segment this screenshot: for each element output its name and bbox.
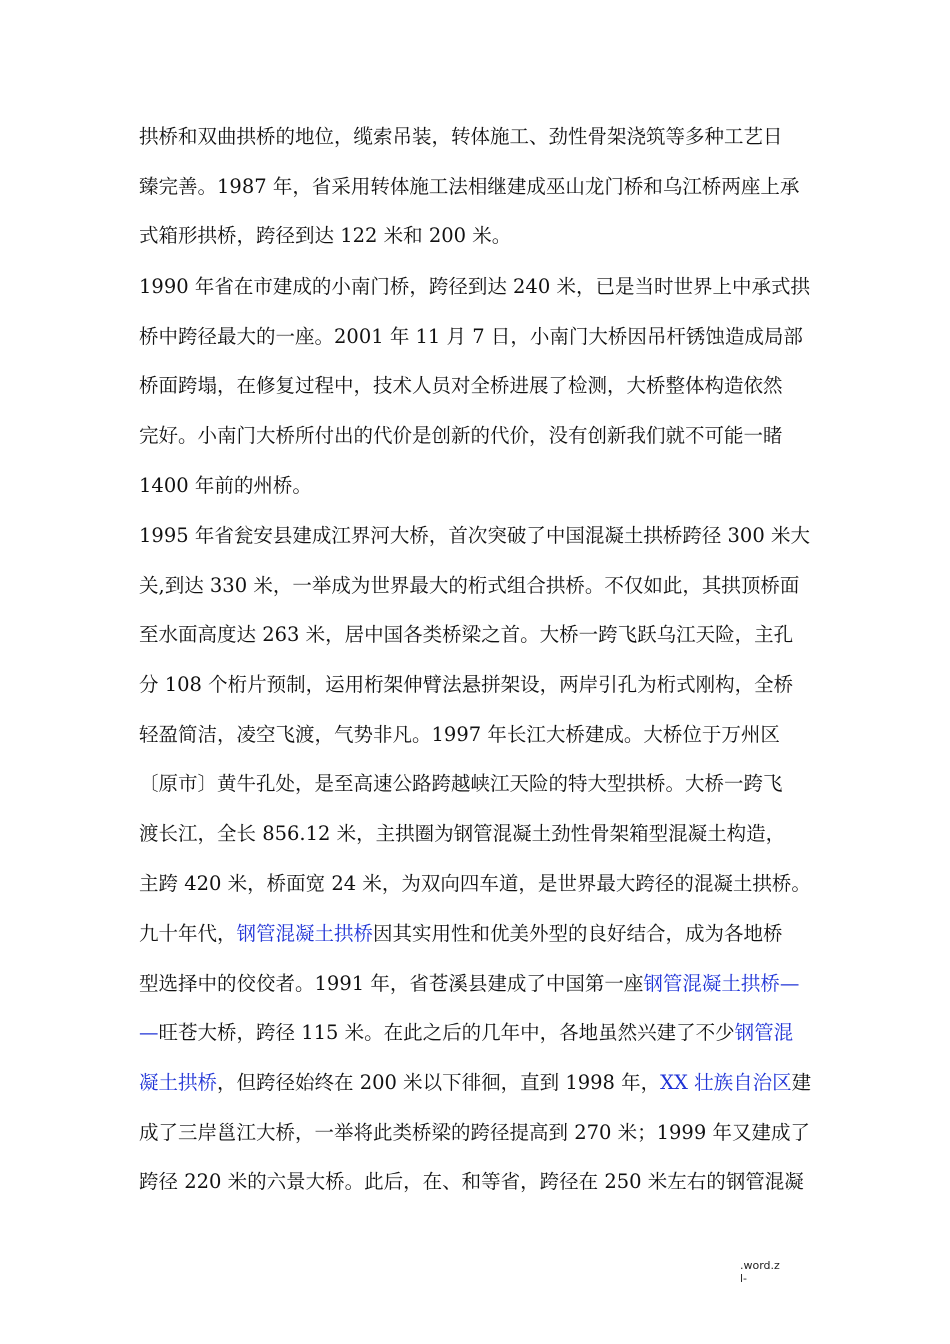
page-footer: [740, 1259, 780, 1285]
text-line: [139, 1058, 829, 1108]
paragraph: [139, 511, 829, 909]
text-line: [139, 1157, 829, 1207]
text-span: ，但跨径始终在 200 米以下徘徊，直到 1998 年，: [217, 1071, 661, 1095]
text-line: [139, 660, 829, 710]
text-line: [139, 759, 829, 809]
text-span: 轻盈简洁，凌空飞渡，气势非凡。1997 年长江大桥建成。大桥位于万州区: [139, 722, 780, 746]
text-line: [139, 909, 829, 959]
text-span: 桥中跨径最大的一座。2001 年 11 月 7 日，小南门大桥因吊杆锈蚀造成局部: [139, 324, 803, 348]
text-span: 至水面高度达 263 米，居中国各类桥梁之首。大桥一跨飞跃乌江天险，主孔: [139, 623, 794, 647]
text-span: 臻完善。1987 年，省采用转体施工法相继建成巫山龙门桥和乌江桥两座上承: [139, 174, 800, 198]
text-line: [139, 162, 829, 212]
text-line: [139, 361, 829, 411]
hyperlink[interactable]: 钢管混凝土拱桥: [236, 922, 374, 945]
hyperlink[interactable]: 凝土拱桥: [139, 1071, 218, 1095]
text-span: 旺苍大桥，跨径 115 米。在此之后的几年中，各地虽然兴建了不少: [158, 1021, 735, 1045]
text-line: [139, 809, 829, 859]
text-span: 1995 年省瓮安县建成江界河大桥，首次突破了中国混凝土拱桥跨径 300 米大: [139, 524, 810, 547]
text-span: 1990 年省在市建成的小南门桥，跨径到达 240 米，已是当时世界上中承式拱: [139, 275, 810, 298]
text-span: 式箱形拱桥，跨径到达 122 米和 200 米。: [139, 224, 512, 248]
paragraph: [139, 262, 829, 510]
footer-line-2: l-: [740, 1272, 748, 1285]
text-span: 九十年代，: [139, 922, 237, 945]
text-line: [139, 710, 829, 760]
text-span: 〔原市〕黄牛孔处，是至高速公路跨越峡江天险的特大型拱桥。大桥一跨飞: [139, 772, 783, 796]
text-span: 拱桥和双曲拱桥的地位，缆索吊装，转体施工、劲性骨架浇筑等多种工艺日: [139, 125, 783, 148]
text-span: 型选择中的佼佼者。1991 年，省苍溪县建成了中国第一座: [139, 971, 644, 995]
text-span: 主跨 420 米，桥面宽 24 米，为双向四车道，是世界最大跨径的混凝土拱桥。: [139, 871, 811, 895]
text-span: 跨径 220 米的六景大桥。此后，在、和等省，跨径在 250 米左右的钢管混凝: [139, 1170, 804, 1194]
text-span: 完好。小南门大桥所付出的代价是创新的代价，没有创新我们就不可能一睹: [139, 424, 783, 448]
text-line: [139, 610, 829, 660]
text-line: [139, 262, 829, 312]
text-line: [139, 959, 829, 1009]
hyperlink[interactable]: 钢管混凝土拱桥—: [643, 971, 800, 995]
text-line: [139, 561, 829, 611]
text-line: [139, 312, 829, 362]
hyperlink[interactable]: 钢管混: [734, 1021, 794, 1045]
hyperlink[interactable]: —: [139, 1021, 159, 1045]
text-line: [139, 859, 829, 909]
text-span: 渡长江，全长 856.12 米，主拱圈为钢管混凝土劲性骨架箱型混凝土构造，: [139, 822, 786, 846]
text-span: 1400 年前的州桥。: [139, 473, 312, 497]
text-span: 分 108 个桁片预制，运用桁架伸臂法悬拼架设，两岸引孔为桁式刚构，全桥: [139, 673, 794, 697]
text-span: 桥面跨塌，在修复过程中，技术人员对全桥进展了检测，大桥整体构造依然: [139, 374, 783, 398]
text-line: [139, 1108, 829, 1158]
hyperlink[interactable]: XX 壮族自治区: [660, 1071, 792, 1095]
text-span: 关,到达 330 米，一举成为世界最大的桁式组合拱桥。不仅如此，其拱顶桥面: [139, 573, 800, 597]
paragraph: [139, 909, 829, 1207]
text-span: 成了三岸邕江大桥，一举将此类桥梁的跨径提高到 270 米；1999 年又建成了: [139, 1120, 810, 1144]
text-line: [139, 461, 829, 511]
text-line: [139, 411, 829, 461]
text-line: [139, 211, 829, 261]
footer-line-1: .word.z: [740, 1259, 780, 1272]
text-line: [139, 112, 829, 162]
text-line: [139, 1008, 829, 1058]
text-span: 因其实用性和优美外型的良好结合，成为各地桥: [373, 922, 783, 945]
text-span: 建: [791, 1071, 812, 1095]
text-line: [139, 511, 829, 561]
paragraph: [139, 112, 829, 261]
